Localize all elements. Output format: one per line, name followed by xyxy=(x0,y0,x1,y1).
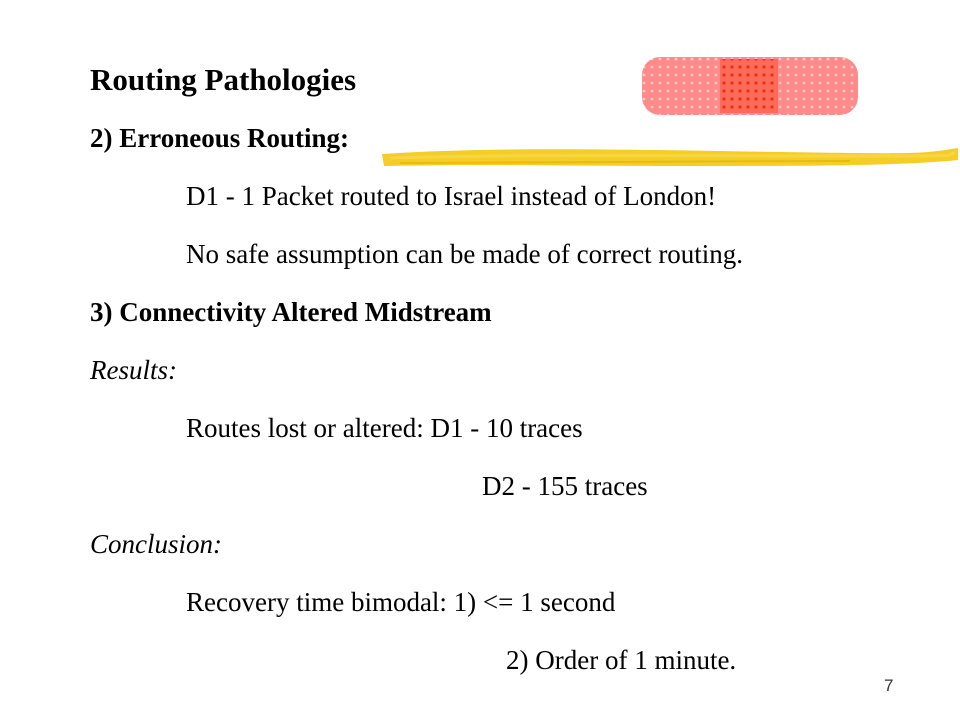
detail-israel-london: D1 - 1 Packet routed to Israel instead of London! xyxy=(186,181,717,211)
result-d2-traces: D2 - 155 traces xyxy=(482,471,648,501)
conclusion-label: Conclusion: xyxy=(90,529,222,559)
slide-title: Routing Pathologies xyxy=(90,62,357,97)
conclusion-order-minute: 2) Order of 1 minute. xyxy=(506,645,737,675)
result-d1-traces: Routes lost or altered: D1 - 10 traces xyxy=(186,413,583,443)
bandage-icon xyxy=(640,55,860,117)
highlighter-stroke xyxy=(380,136,960,176)
results-label: Results: xyxy=(90,355,177,385)
conclusion-recovery-time: Recovery time bimodal: 1) <= 1 second xyxy=(186,587,616,617)
section-connectivity-altered: 3) Connectivity Altered Midstream xyxy=(90,297,492,327)
section-erroneous-routing: 2) Erroneous Routing: xyxy=(90,123,350,153)
detail-no-safe-assumption: No safe assumption can be made of correct routing. xyxy=(186,239,744,269)
page-number: 7 xyxy=(884,676,894,695)
